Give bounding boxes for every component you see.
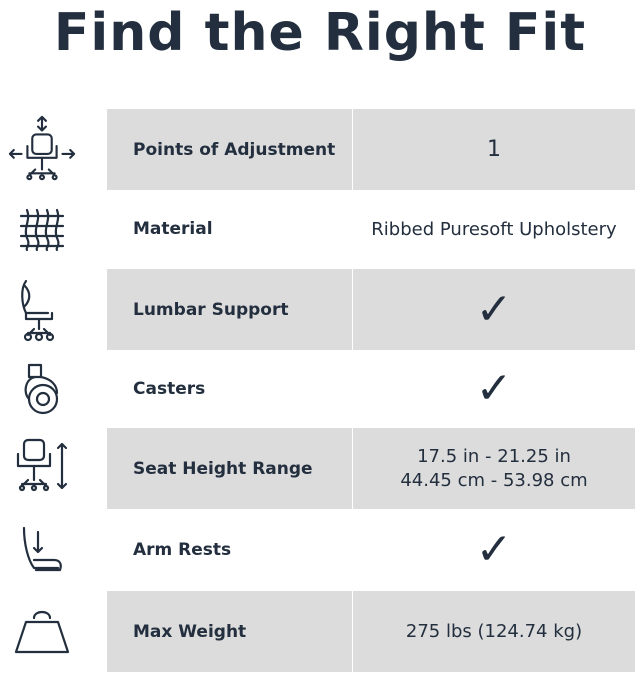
spec-row-material	[0, 190, 640, 268]
armrest-icon	[6, 509, 78, 591]
caster-wheel-icon	[6, 350, 78, 428]
spec-label: Seat Height Range	[107, 428, 352, 509]
spec-row-arm-rests	[0, 509, 640, 591]
spec-row-seat-height-range	[0, 428, 640, 509]
spec-label: Material	[133, 219, 213, 239]
chair-adjust-icon	[6, 109, 78, 190]
checkmark: ✓	[475, 524, 513, 575]
check-icon	[353, 269, 635, 350]
spec-value: Ribbed Puresoft Upholstery	[371, 218, 617, 240]
spec-row-lumbar-support	[0, 269, 640, 350]
weight-icon	[6, 591, 78, 672]
height-cm: 44.45 cm - 53.98 cm	[400, 469, 588, 491]
spec-row-max-weight	[0, 591, 640, 672]
spec-row-points-of-adjustment	[0, 109, 640, 190]
page-title: Find the Right Fit	[53, 3, 587, 63]
spec-value	[353, 428, 635, 509]
spec-label: Max Weight	[107, 591, 352, 672]
spec-label: Lumbar Support	[107, 269, 352, 350]
spec-label: Arm Rests	[133, 540, 232, 560]
spec-value: 275 lbs (124.74 kg)	[353, 591, 635, 672]
spec-label: Casters	[133, 379, 206, 399]
spec-row-casters	[0, 350, 640, 428]
spec-value: 1	[353, 109, 635, 190]
lumbar-chair-icon	[6, 269, 78, 350]
check-icon	[353, 350, 635, 428]
chair-height-icon	[6, 428, 78, 509]
check-icon	[353, 509, 635, 591]
checkmark: ✓	[475, 363, 513, 414]
height-inches: 17.5 in - 21.25 in	[417, 445, 571, 467]
mesh-material-icon	[6, 190, 78, 268]
checkmark: ✓	[475, 283, 513, 335]
spec-label: Points of Adjustment	[107, 109, 352, 190]
